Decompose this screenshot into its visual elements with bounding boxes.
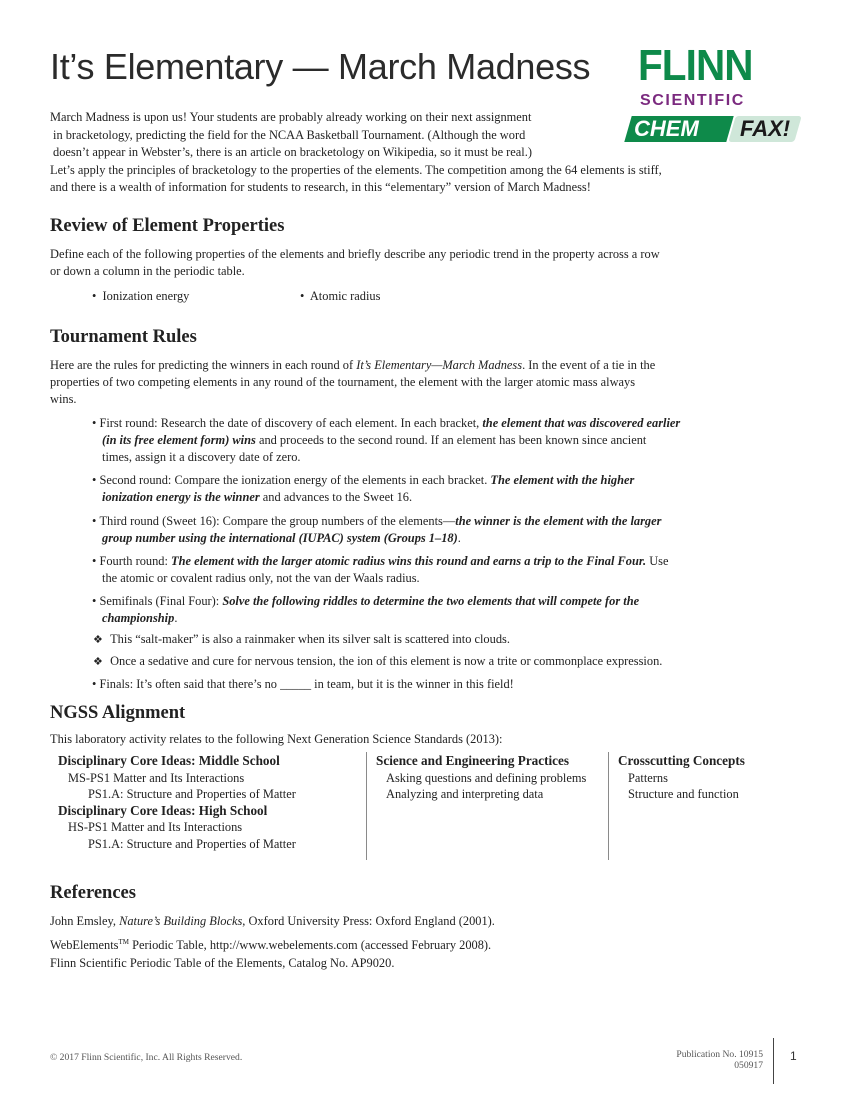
text: the atomic or covalent radius only, not the van der Waals radius. — [102, 571, 420, 585]
book-title: Nature’s Building Blocks — [119, 914, 243, 928]
logo-subtitle: SCIENTIFIC — [640, 92, 745, 109]
rule-second-round: • Second round: Compare the ionization energy of the elements in each bracket. The element with the higher ionization energy is the winner and advances to the Sweet 16. — [92, 473, 635, 504]
ngss-col-heading: Disciplinary Core Ideas: High School — [58, 802, 268, 818]
ngss-col-practices — [376, 753, 586, 803]
bullet-label: Ionization energy — [102, 289, 190, 303]
references-heading: References — [50, 883, 136, 903]
text: This “salt-maker” is also a rainmaker when its silver salt is scattered into clouds. — [110, 632, 510, 646]
text: First round: Research the date of discovery of each element. In each bracket, — [99, 416, 483, 430]
emphasis: group number using the international (IUPAC) system (Groups 1–18) — [102, 531, 458, 545]
trademark: TM — [118, 938, 130, 946]
emphasis: It’s Elementary—March Madness — [356, 358, 523, 372]
text: properties of two competing elements in any round of the tournament, the element with the larger atomic mass always — [50, 375, 636, 389]
text: and proceeds to the second round. If an element has been known since ancient — [255, 433, 647, 447]
review-heading: Review of Element Properties — [50, 216, 285, 236]
riddle-2 — [93, 653, 662, 671]
reference-1 — [50, 911, 495, 931]
bullet-label: Atomic radius — [309, 289, 381, 303]
ngss-col-heading: Disciplinary Core Ideas: Middle School — [58, 753, 280, 768]
review-line: or down a column in the periodic table. — [50, 264, 245, 278]
footer-publication — [676, 1049, 763, 1071]
text: Fourth round: — [99, 554, 172, 568]
rules-intro — [50, 357, 790, 408]
rules-heading: Tournament Rules — [50, 327, 197, 347]
ngss-col-heading: Science and Engineering Practices — [376, 753, 570, 768]
review-paragraph — [50, 246, 790, 280]
logo-brand: FLINN — [638, 41, 753, 90]
text: . — [457, 531, 461, 545]
text: Third round (Sweet 16): Compare the group numbers of the elements— — [99, 514, 456, 528]
text: Semifinals (Final Four): — [99, 594, 223, 608]
ngss-item: HS-PS1 Matter and Its Interactions — [68, 820, 243, 834]
text: Periodic Table, http://www.webelements.com (accessed February 2008). — [129, 938, 492, 953]
text: . — [174, 611, 178, 625]
ngss-col-core-ideas — [58, 753, 296, 852]
text: Second round: Compare the ionization energy of the elements in each bracket. — [99, 473, 491, 487]
emphasis: The element with the higher — [490, 473, 635, 487]
text: and advances to the Sweet 16. — [259, 490, 413, 504]
intro-line: March Madness is upon us! Your students are probably already working on their next assignment — [50, 110, 532, 124]
text: This laboratory activity relates to the following Next Generation Science Standards (2013): — [50, 732, 503, 746]
emphasis: (in its free element form) wins — [102, 433, 256, 447]
text: Finals: It’s often said that there’s no _____ in team, but it is the winner in this field! — [99, 677, 514, 691]
publication-number: Publication No. 10915 — [676, 1049, 763, 1060]
emphasis: championship — [102, 611, 175, 625]
text: , Oxford University Press: Oxford England (2001). — [242, 914, 495, 928]
rule-third-round: • Third round (Sweet 16): Compare the group numbers of the elements—the winner is the element with the larger group number using the international (IUPAC) system (Groups 1–18). — [92, 514, 662, 545]
intro-line: in bracketology, predicting the field for the NCAA Basketball Tournament. (Although the word — [53, 127, 526, 142]
text: times, assign it a discovery date of zero. — [102, 450, 301, 464]
ngss-heading: NGSS Alignment — [50, 703, 186, 723]
bullet-atomic-radius: • Atomic radius — [300, 289, 381, 303]
ngss-item: Analyzing and interpreting data — [386, 787, 544, 801]
page-number: 1 — [790, 1049, 797, 1063]
publication-code: 050917 — [734, 1060, 763, 1071]
ngss-divider — [608, 752, 609, 860]
text: Here are the rules for predicting the winners in each round of — [50, 358, 357, 372]
text: John Emsley, — [50, 914, 120, 928]
text: Once a sedative and cure for nervous tension, the ion of this element is now a trite or commonplace expression. — [110, 654, 663, 668]
ngss-item: Structure and function — [628, 787, 739, 801]
riddle-1 — [93, 631, 510, 649]
intro-paragraph — [50, 109, 790, 197]
emphasis: the winner is the element with the larger — [455, 514, 662, 528]
rule-semifinals: • Semifinals (Final Four): Solve the following riddles to determine the two elements that will compete for the championship. — [92, 594, 640, 625]
intro-line: and there is a wealth of information for students to research, in this “elementary” version of March Madness! — [50, 180, 591, 194]
ngss-col-crosscutting — [618, 753, 745, 803]
text: WebElements — [50, 938, 119, 953]
page-title: It’s Elementary — March Madness — [50, 46, 591, 87]
emphasis: ionization energy is the winner — [102, 490, 260, 504]
bullet-ionization-energy: • Ionization energy — [92, 289, 190, 303]
intro-line: doesn’t appear in Webster’s, there is an article on bracketology on Wikipedia, so it must be real.) — [53, 145, 532, 159]
ngss-col-heading: Crosscutting Concepts — [618, 753, 745, 768]
ngss-item: Asking questions and defining problems — [386, 770, 587, 785]
logo-chem: CHEM — [634, 116, 699, 141]
ngss-item: MS-PS1 Matter and Its Interactions — [68, 770, 245, 785]
ngss-divider — [366, 752, 367, 860]
text: Use — [646, 554, 669, 568]
reference-3 — [50, 953, 394, 973]
emphasis: the element that was discovered earlier — [482, 416, 681, 430]
ngss-intro — [50, 731, 790, 748]
ngss-item: Patterns — [628, 770, 668, 785]
rule-finals: • Finals: It’s often said that there’s no _____ in team, but it is the winner in this field! — [92, 677, 514, 691]
text: . In the event of a tie in the — [522, 358, 656, 372]
rule-fourth-round: • Fourth round: The element with the larger atomic radius wins this round and earns a trip to the Final Four. Use the atomic or covalent radius only, not the van der Waals radius. — [92, 553, 792, 587]
emphasis: The element with the larger atomic radius wins this round and earns a trip to the Final Four. — [171, 554, 647, 568]
rule-first-round: • First round: Research the date of discovery of each element. In each bracket, the element that was discovered earlier (in its free element form) wins and proceeds to the second round. If an element has been known since ancient times, assign it a discovery date of zero. — [92, 415, 792, 466]
intro-line: Let’s apply the principles of bracketology to the properties of the elements. The competition among the 64 elements is stiff, — [50, 162, 662, 177]
reference-2 — [50, 932, 491, 955]
text: Flinn Scientific Periodic Table of the Elements, Catalog No. AP9020. — [50, 956, 395, 970]
diamond-bullet-icon: ❖ — [93, 656, 103, 668]
diamond-bullet-icon: ❖ — [93, 634, 103, 646]
ngss-subitem: PS1.A: Structure and Properties of Matter — [88, 787, 296, 801]
footer-divider — [773, 1038, 774, 1084]
logo-fax: FAX! — [740, 116, 791, 141]
ngss-subitem: PS1.A: Structure and Properties of Matter — [88, 836, 296, 851]
review-line: Define each of the following properties of the elements and briefly describe any periodic trend in the property across a row — [50, 247, 660, 261]
text: wins. — [50, 392, 77, 406]
emphasis: Solve the following riddles to determine the two elements that will compete for the — [222, 594, 640, 608]
footer-copyright: © 2017 Flinn Scientific, Inc. All Rights Reserved. — [50, 1052, 243, 1063]
